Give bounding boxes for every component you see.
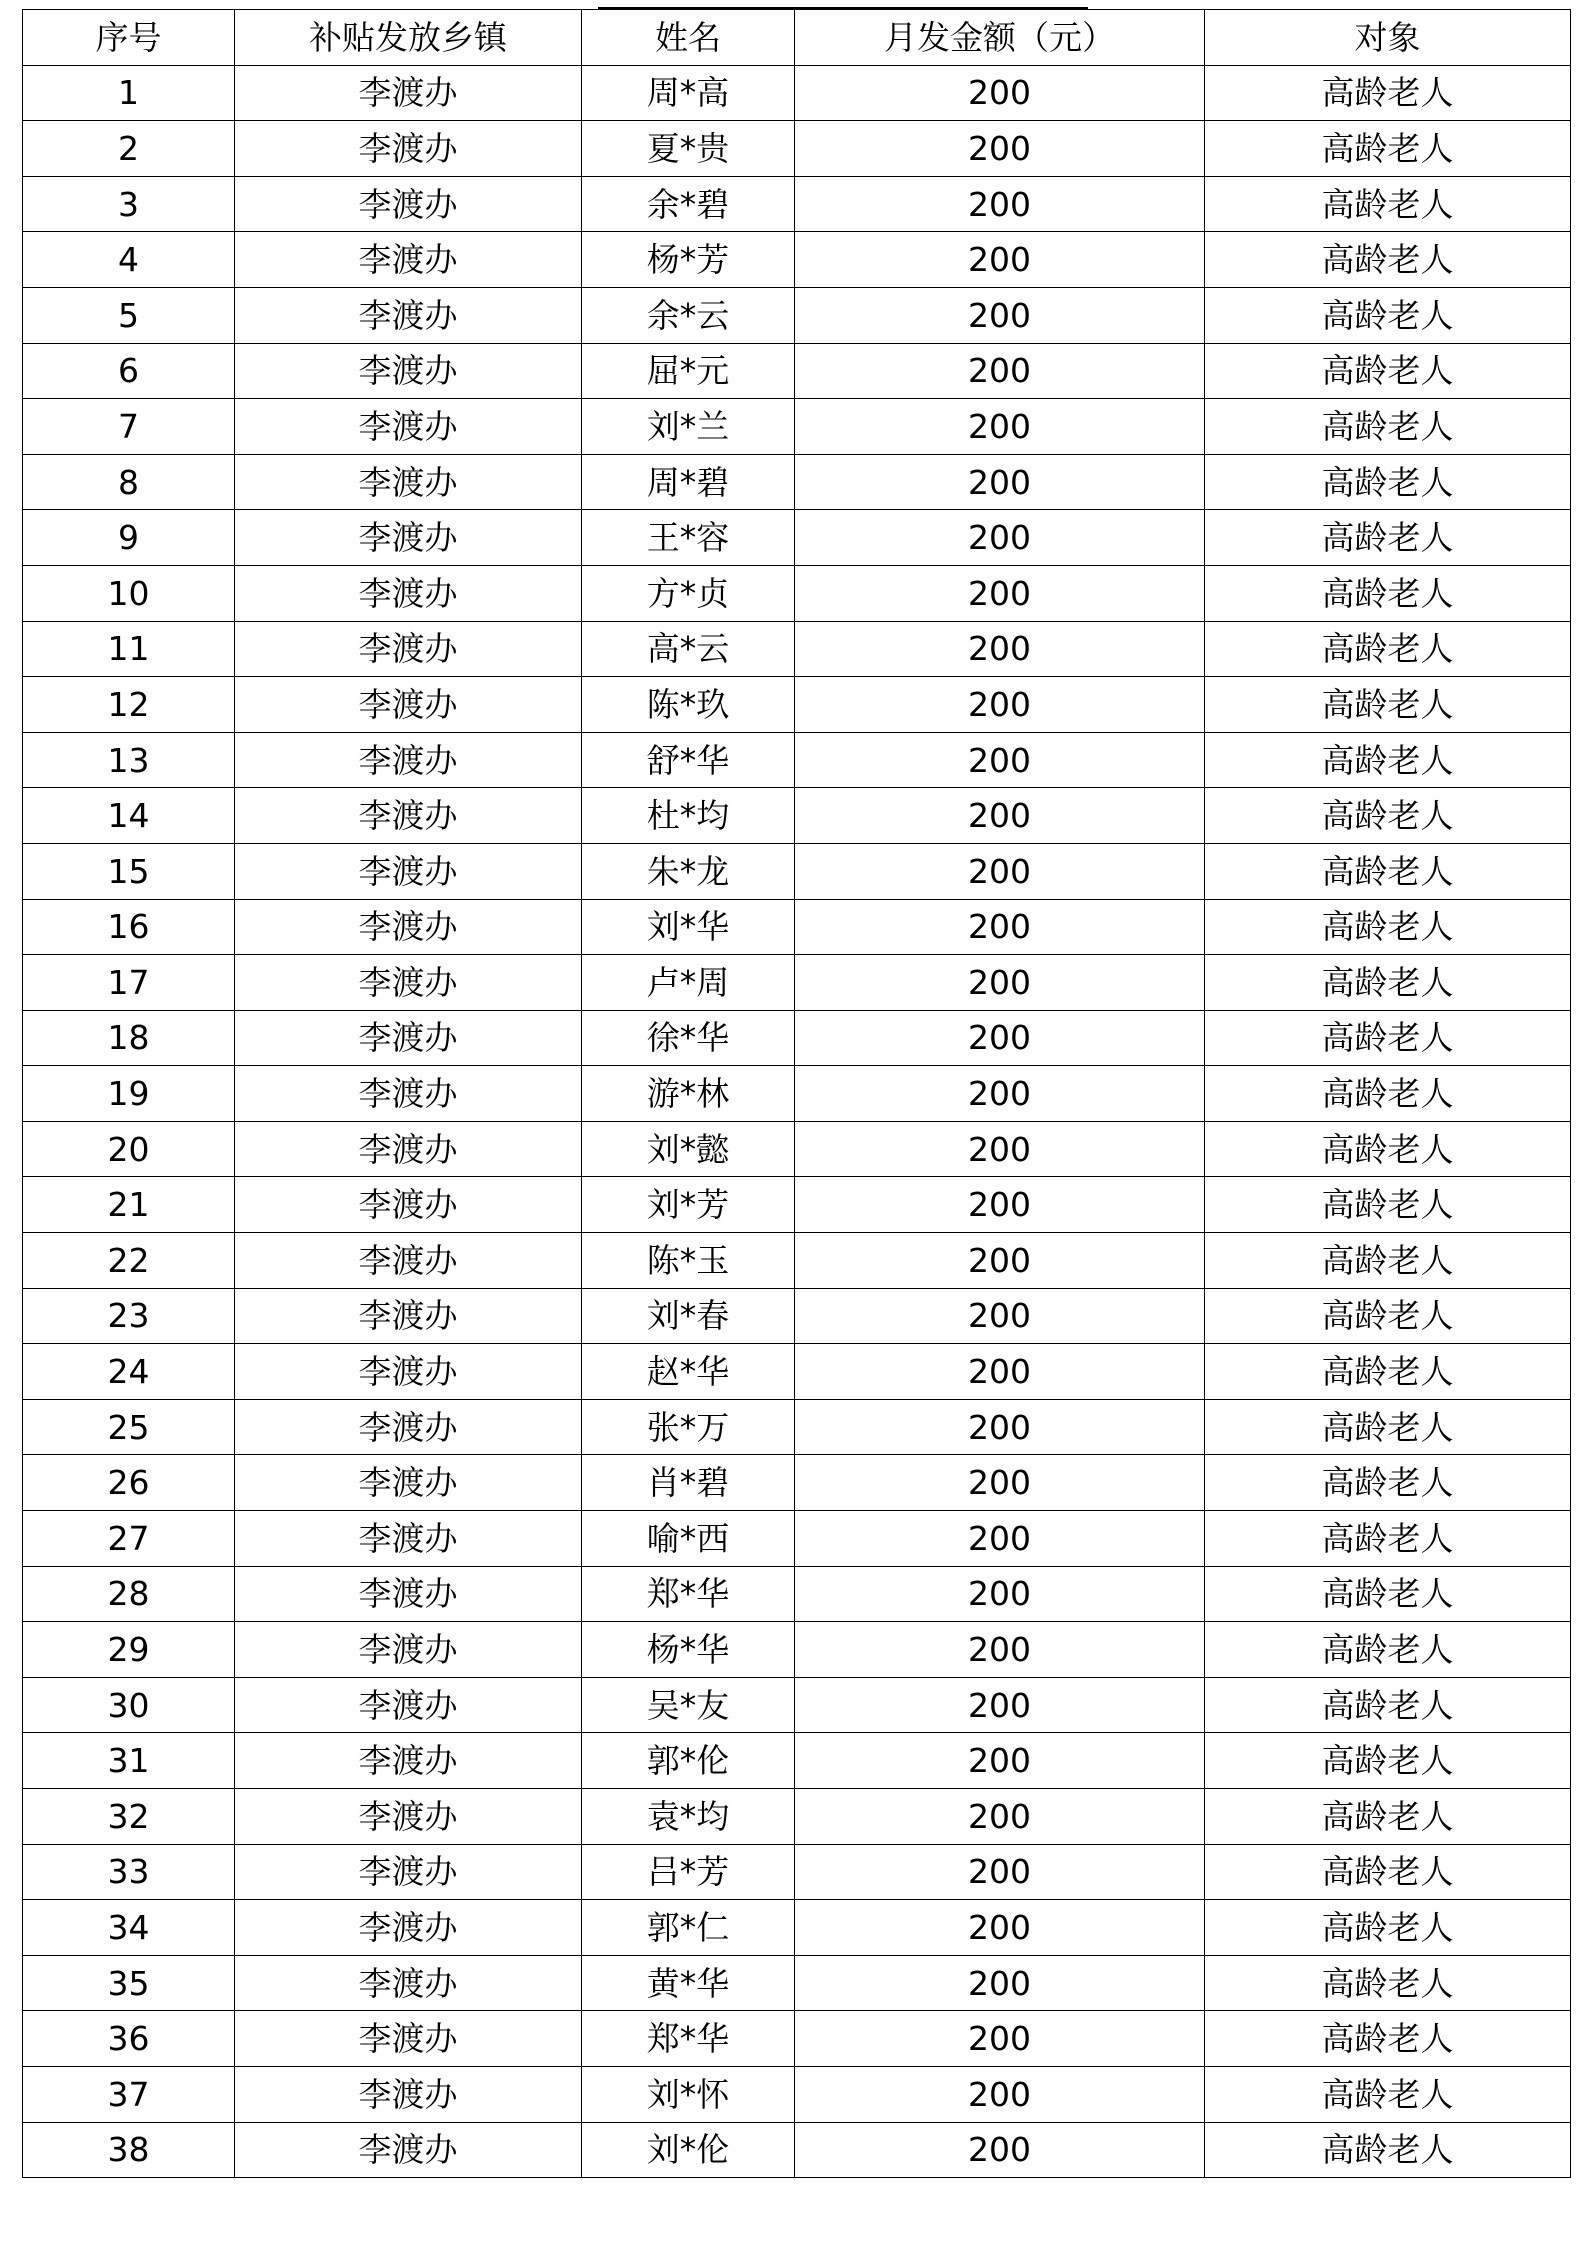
cell-township: 李渡办 [235,1344,582,1400]
cell-name: 郭*伦 [582,1733,795,1789]
cell-township: 李渡办 [235,788,582,844]
cell-recipient-type: 高龄老人 [1205,2066,1571,2122]
cell-township: 李渡办 [235,2066,582,2122]
cell-recipient-type: 高龄老人 [1205,1288,1571,1344]
cell-serial: 21 [23,1177,235,1233]
cell-serial: 5 [23,287,235,343]
cell-monthly-amount: 200 [795,955,1205,1011]
cell-township: 李渡办 [235,399,582,455]
cell-monthly-amount: 200 [795,788,1205,844]
cell-serial: 19 [23,1066,235,1122]
cell-serial: 23 [23,1288,235,1344]
cell-serial: 20 [23,1121,235,1177]
cell-monthly-amount: 200 [795,232,1205,288]
cell-serial: 33 [23,1844,235,1900]
cell-township: 李渡办 [235,843,582,899]
table-row [23,1511,1571,1567]
header-township: 补贴发放乡镇 [235,10,582,66]
cell-recipient-type: 高龄老人 [1205,1399,1571,1455]
cell-monthly-amount: 200 [795,1900,1205,1956]
cell-recipient-type: 高龄老人 [1205,1233,1571,1289]
cell-monthly-amount: 200 [795,1622,1205,1678]
cell-serial: 32 [23,1789,235,1845]
cell-serial: 18 [23,1010,235,1066]
cell-name: 周*高 [582,65,795,121]
table-row [23,565,1571,621]
cell-name: 刘*春 [582,1288,795,1344]
cell-recipient-type: 高龄老人 [1205,732,1571,788]
cell-name: 高*云 [582,621,795,677]
cell-recipient-type: 高龄老人 [1205,1677,1571,1733]
cell-name: 杨*华 [582,1622,795,1678]
cell-monthly-amount: 200 [795,1677,1205,1733]
cell-monthly-amount: 200 [795,843,1205,899]
cell-name: 袁*均 [582,1789,795,1845]
cell-township: 李渡办 [235,232,582,288]
cell-recipient-type: 高龄老人 [1205,1010,1571,1066]
cell-township: 李渡办 [235,1233,582,1289]
cell-recipient-type: 高龄老人 [1205,1789,1571,1845]
cell-name: 刘*懿 [582,1121,795,1177]
cell-monthly-amount: 200 [795,1733,1205,1789]
cell-township: 李渡办 [235,1789,582,1845]
cell-serial: 26 [23,1455,235,1511]
table-row [23,1955,1571,2011]
table-row [23,1177,1571,1233]
cell-township: 李渡办 [235,1566,582,1622]
cell-recipient-type: 高龄老人 [1205,1121,1571,1177]
table-row [23,843,1571,899]
cell-name: 余*碧 [582,176,795,232]
table-row [23,2011,1571,2067]
cell-name: 游*林 [582,1066,795,1122]
cell-monthly-amount: 200 [795,565,1205,621]
table-row [23,1733,1571,1789]
table-row [23,1455,1571,1511]
cell-name: 吴*友 [582,1677,795,1733]
cell-monthly-amount: 200 [795,176,1205,232]
cell-serial: 8 [23,454,235,510]
table-row [23,1233,1571,1289]
table-row [23,788,1571,844]
cell-recipient-type: 高龄老人 [1205,1511,1571,1567]
cell-monthly-amount: 200 [795,899,1205,955]
table-row [23,677,1571,733]
cell-recipient-type: 高龄老人 [1205,2011,1571,2067]
cell-township: 李渡办 [235,343,582,399]
cell-serial: 1 [23,65,235,121]
cell-monthly-amount: 200 [795,343,1205,399]
cell-monthly-amount: 200 [795,2011,1205,2067]
cell-township: 李渡办 [235,1622,582,1678]
cell-serial: 17 [23,955,235,1011]
cell-serial: 37 [23,2066,235,2122]
table-row [23,1789,1571,1845]
cell-serial: 28 [23,1566,235,1622]
cell-recipient-type: 高龄老人 [1205,510,1571,566]
cell-name: 徐*华 [582,1010,795,1066]
cell-recipient-type: 高龄老人 [1205,1455,1571,1511]
cell-recipient-type: 高龄老人 [1205,1622,1571,1678]
cell-name: 夏*贵 [582,121,795,177]
cell-recipient-type: 高龄老人 [1205,454,1571,510]
cell-recipient-type: 高龄老人 [1205,399,1571,455]
table-row [23,1010,1571,1066]
table-row [23,1844,1571,1900]
cell-recipient-type: 高龄老人 [1205,343,1571,399]
cell-township: 李渡办 [235,176,582,232]
cell-monthly-amount: 200 [795,1789,1205,1845]
cell-name: 赵*华 [582,1344,795,1400]
table-row [23,399,1571,455]
table-row [23,65,1571,121]
cell-township: 李渡办 [235,1455,582,1511]
cell-monthly-amount: 200 [795,732,1205,788]
cell-township: 李渡办 [235,677,582,733]
header-recipient-type: 对象 [1205,10,1571,66]
cell-township: 李渡办 [235,287,582,343]
cell-name: 卢*周 [582,955,795,1011]
cell-monthly-amount: 200 [795,1344,1205,1400]
table-row [23,1121,1571,1177]
cell-monthly-amount: 200 [795,287,1205,343]
cell-township: 李渡办 [235,732,582,788]
cell-recipient-type: 高龄老人 [1205,899,1571,955]
cell-recipient-type: 高龄老人 [1205,1733,1571,1789]
cell-recipient-type: 高龄老人 [1205,1344,1571,1400]
cell-serial: 35 [23,1955,235,2011]
cell-township: 李渡办 [235,510,582,566]
cell-recipient-type: 高龄老人 [1205,2122,1571,2178]
cell-township: 李渡办 [235,1955,582,2011]
cell-serial: 12 [23,677,235,733]
cell-name: 郭*仁 [582,1900,795,1956]
table-row [23,1622,1571,1678]
cell-monthly-amount: 200 [795,1288,1205,1344]
cell-recipient-type: 高龄老人 [1205,621,1571,677]
table-row [23,510,1571,566]
cell-name: 刘*兰 [582,399,795,455]
cell-township: 李渡办 [235,121,582,177]
table-row [23,121,1571,177]
header-row [23,10,1571,66]
cell-township: 李渡办 [235,2122,582,2178]
header-monthly-amount: 月发金额（元） [795,10,1205,66]
cell-monthly-amount: 200 [795,65,1205,121]
cell-recipient-type: 高龄老人 [1205,955,1571,1011]
cell-name: 郑*华 [582,1566,795,1622]
table-row [23,2122,1571,2178]
table-row [23,1344,1571,1400]
subsidy-table [22,9,1571,2178]
cell-township: 李渡办 [235,454,582,510]
cell-name: 刘*伦 [582,2122,795,2178]
table-row [23,899,1571,955]
cell-recipient-type: 高龄老人 [1205,1900,1571,1956]
cell-serial: 6 [23,343,235,399]
cell-name: 吕*芳 [582,1844,795,1900]
cell-monthly-amount: 200 [795,1844,1205,1900]
cell-township: 李渡办 [235,899,582,955]
cell-township: 李渡办 [235,1288,582,1344]
cell-serial: 4 [23,232,235,288]
cell-serial: 31 [23,1733,235,1789]
cell-name: 黄*华 [582,1955,795,2011]
cell-name: 周*碧 [582,454,795,510]
table-row [23,621,1571,677]
cell-serial: 16 [23,899,235,955]
table-row [23,1066,1571,1122]
table-header [23,10,1571,66]
cell-township: 李渡办 [235,1010,582,1066]
cell-serial: 24 [23,1344,235,1400]
cell-name: 屈*元 [582,343,795,399]
cell-monthly-amount: 200 [795,1010,1205,1066]
cell-serial: 11 [23,621,235,677]
cell-recipient-type: 高龄老人 [1205,1566,1571,1622]
cell-serial: 14 [23,788,235,844]
cell-serial: 15 [23,843,235,899]
cell-name: 杜*均 [582,788,795,844]
cell-name: 陈*玉 [582,1233,795,1289]
cell-name: 郑*华 [582,2011,795,2067]
cell-township: 李渡办 [235,2011,582,2067]
cell-serial: 3 [23,176,235,232]
cell-serial: 9 [23,510,235,566]
cell-name: 王*容 [582,510,795,566]
cell-recipient-type: 高龄老人 [1205,65,1571,121]
cell-serial: 34 [23,1900,235,1956]
cell-monthly-amount: 200 [795,1066,1205,1122]
cell-recipient-type: 高龄老人 [1205,565,1571,621]
cell-township: 李渡办 [235,1066,582,1122]
cell-recipient-type: 高龄老人 [1205,287,1571,343]
cell-monthly-amount: 200 [795,677,1205,733]
cell-recipient-type: 高龄老人 [1205,1177,1571,1233]
table-row [23,732,1571,788]
cell-recipient-type: 高龄老人 [1205,176,1571,232]
table-row [23,955,1571,1011]
cell-township: 李渡办 [235,1511,582,1567]
cell-serial: 13 [23,732,235,788]
cell-township: 李渡办 [235,565,582,621]
cell-monthly-amount: 200 [795,2066,1205,2122]
cell-serial: 38 [23,2122,235,2178]
cell-serial: 7 [23,399,235,455]
cell-township: 李渡办 [235,955,582,1011]
cell-township: 李渡办 [235,1844,582,1900]
cell-township: 李渡办 [235,1900,582,1956]
table-row [23,232,1571,288]
table-row [23,1399,1571,1455]
cell-recipient-type: 高龄老人 [1205,232,1571,288]
cell-township: 李渡办 [235,65,582,121]
cell-recipient-type: 高龄老人 [1205,843,1571,899]
table-row [23,176,1571,232]
header-serial: 序号 [23,10,235,66]
table-row [23,1566,1571,1622]
cell-name: 陈*玖 [582,677,795,733]
cell-name: 喻*西 [582,1511,795,1567]
cell-serial: 25 [23,1399,235,1455]
cell-serial: 27 [23,1511,235,1567]
cell-name: 方*贞 [582,565,795,621]
cell-monthly-amount: 200 [795,399,1205,455]
cell-monthly-amount: 200 [795,621,1205,677]
cell-serial: 29 [23,1622,235,1678]
cell-name: 朱*龙 [582,843,795,899]
cell-monthly-amount: 200 [795,1455,1205,1511]
cell-monthly-amount: 200 [795,510,1205,566]
header-name: 姓名 [582,10,795,66]
cell-township: 李渡办 [235,1733,582,1789]
cell-monthly-amount: 200 [795,1121,1205,1177]
table-row [23,2066,1571,2122]
cell-name: 杨*芳 [582,232,795,288]
cell-name: 舒*华 [582,732,795,788]
cell-serial: 2 [23,121,235,177]
table-body [23,65,1571,2178]
table-row [23,1900,1571,1956]
cell-name: 余*云 [582,287,795,343]
cell-name: 刘*华 [582,899,795,955]
table-row [23,343,1571,399]
cell-name: 肖*碧 [582,1455,795,1511]
table-row [23,287,1571,343]
cell-monthly-amount: 200 [795,454,1205,510]
cell-monthly-amount: 200 [795,1399,1205,1455]
cell-monthly-amount: 200 [795,1233,1205,1289]
cell-recipient-type: 高龄老人 [1205,1844,1571,1900]
cell-recipient-type: 高龄老人 [1205,677,1571,733]
cell-recipient-type: 高龄老人 [1205,1955,1571,2011]
cell-township: 李渡办 [235,621,582,677]
cell-serial: 10 [23,565,235,621]
cell-name: 刘*怀 [582,2066,795,2122]
cell-serial: 22 [23,1233,235,1289]
table-row [23,1677,1571,1733]
cell-township: 李渡办 [235,1121,582,1177]
cell-recipient-type: 高龄老人 [1205,788,1571,844]
table-row [23,454,1571,510]
cell-name: 张*万 [582,1399,795,1455]
table-row [23,1288,1571,1344]
cell-recipient-type: 高龄老人 [1205,1066,1571,1122]
cell-monthly-amount: 200 [795,1955,1205,2011]
cell-name: 刘*芳 [582,1177,795,1233]
cell-monthly-amount: 200 [795,1511,1205,1567]
cell-monthly-amount: 200 [795,121,1205,177]
cell-monthly-amount: 200 [795,1177,1205,1233]
cell-recipient-type: 高龄老人 [1205,121,1571,177]
cell-township: 李渡办 [235,1677,582,1733]
cell-monthly-amount: 200 [795,2122,1205,2178]
cell-serial: 36 [23,2011,235,2067]
cell-monthly-amount: 200 [795,1566,1205,1622]
cell-serial: 30 [23,1677,235,1733]
cell-township: 李渡办 [235,1177,582,1233]
cell-township: 李渡办 [235,1399,582,1455]
